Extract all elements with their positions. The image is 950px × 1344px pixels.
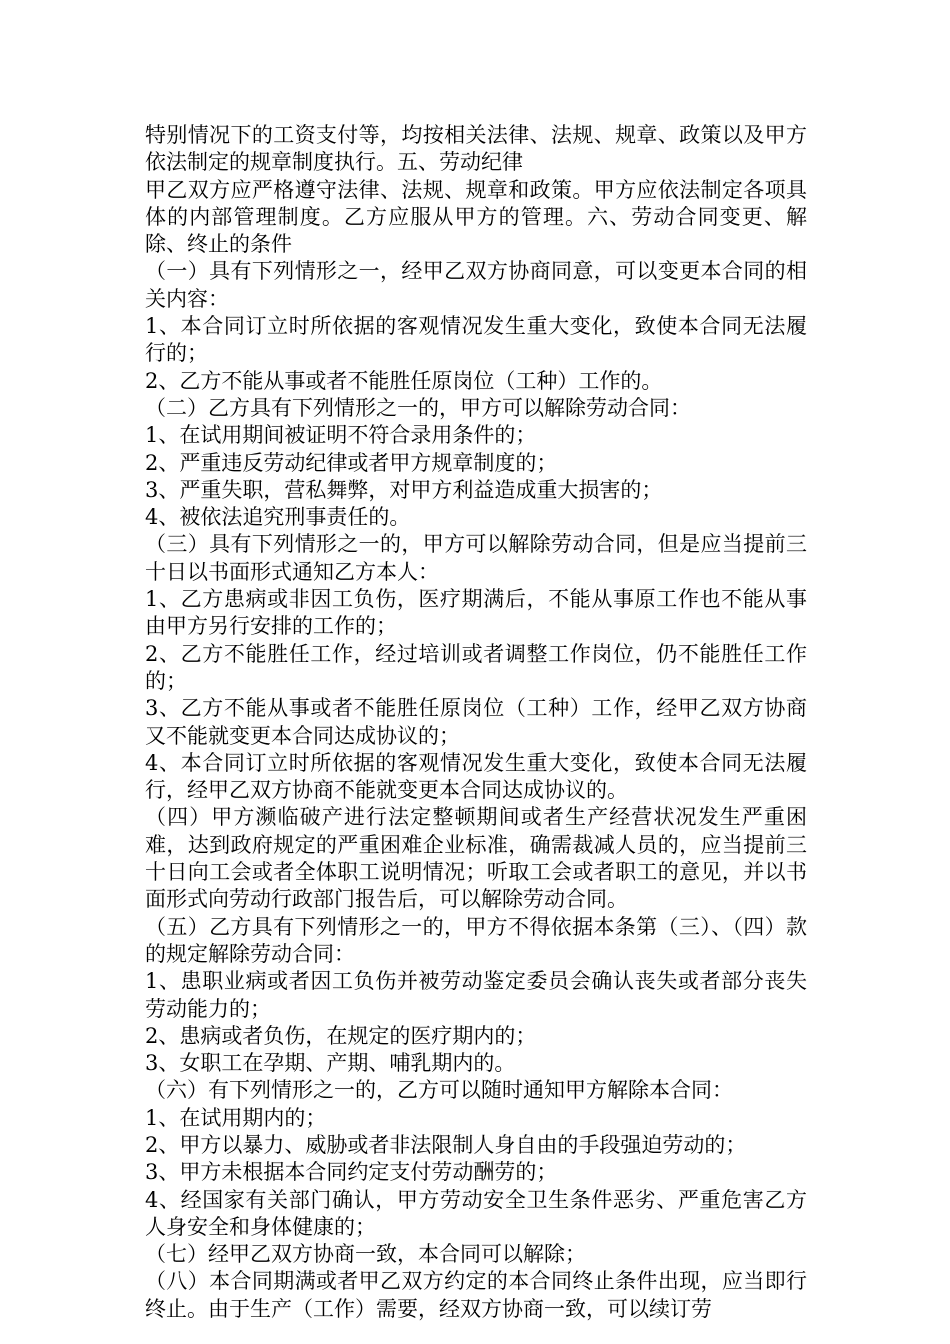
list-item: 4、经国家有关部门确认，甲方劳动安全卫生条件恶劣、严重危害乙方人身安全和身体健康的； <box>145 1187 807 1239</box>
paragraph-clause-5: （五）乙方具有下列情形之一的，甲方不得依据本条第（三）、（四）款的规定解除劳动合同： <box>145 914 807 966</box>
list-item: 2、乙方不能胜任工作，经过培训或者调整工作岗位，仍不能胜任工作的； <box>145 641 807 693</box>
list-item: 2、甲方以暴力、威胁或者非法限制人身自由的手段强迫劳动的； <box>145 1132 747 1157</box>
paragraph-clause-4: （四）甲方濒临破产进行法定整顿期间或者生产经营状况发生严重困难，达到政府规定的严重困难企业标准，确需裁减人员的，应当提前三十日向工会或者全体职工说明情况；听取工会或者职工的意见，并以书面形式向劳动行政部门报告后，可以解除劳动合同。 <box>145 805 807 912</box>
paragraph-clause-3: （三）具有下列情形之一的，甲方可以解除劳动合同，但是应当提前三十日以书面形式通知乙方本人： <box>145 532 807 584</box>
paragraph-wage-payment: 特别情况下的工资支付等，均按相关法律、法规、规章、政策以及甲方依法制定的规章制度执行。五、劳动纪律 <box>145 123 807 175</box>
document-body <box>145 122 807 1323</box>
list-item: 1、乙方患病或非因工负伤，医疗期满后，不能从事原工作也不能从事由甲方另行安排的工作的； <box>145 587 807 639</box>
list-item: 1、患职业病或者因工负伤并被劳动鉴定委员会确认丧失或者部分丧失劳动能力的； <box>145 969 807 1021</box>
list-item: 4、被依法追究刑事责任的。 <box>145 505 411 530</box>
list-item: 1、本合同订立时所依据的客观情况发生重大变化，致使本合同无法履行的； <box>145 314 807 366</box>
list-item: 2、患病或者负伤，在规定的医疗期内的； <box>145 1023 537 1048</box>
list-item: 4、本合同订立时所依据的客观情况发生重大变化，致使本合同无法履行，经甲乙双方协商不能就变更本合同达成协议的。 <box>145 750 807 803</box>
list-item: 3、乙方不能从事或者不能胜任原岗位（工种）工作，经甲乙双方协商又不能就变更本合同达成协议的； <box>145 696 807 748</box>
paragraph-clause-1: （一）具有下列情形之一，经甲乙双方协商同意，可以变更本合同的相关内容： <box>145 259 807 311</box>
list-item: 2、严重违反劳动纪律或者甲方规章制度的； <box>145 450 558 475</box>
paragraph-labor-discipline: 甲乙双方应严格遵守法律、法规、规章和政策。甲方应依法制定各项具体的内部管理制度。乙方应服从甲方的管理。六、劳动合同变更、解除、终止的条件 <box>145 177 807 257</box>
list-item: 3、甲方未根据本合同约定支付劳动酬劳的； <box>145 1160 558 1185</box>
list-item: 2、乙方不能从事或者不能胜任原岗位（工种）工作的。 <box>145 368 663 393</box>
list-item: 1、在试用期间被证明不符合录用条件的； <box>145 423 537 448</box>
list-item: 3、严重失职，营私舞弊，对甲方利益造成重大损害的； <box>145 477 663 502</box>
paragraph-clause-8: （八）本合同期满或者甲乙双方约定的本合同终止条件出现，应当即行终止。由于生产（工作）需要，经双方协商一致，可以续订劳 <box>145 1269 807 1321</box>
paragraph-clause-7: （七）经甲乙双方协商一致，本合同可以解除； <box>145 1242 586 1267</box>
list-item: 3、女职工在孕期、产期、哺乳期内的。 <box>145 1051 516 1076</box>
paragraph-clause-6: （六）有下列情形之一的，乙方可以随时通知甲方解除本合同： <box>145 1078 733 1103</box>
paragraph-clause-2: （二）乙方具有下列情形之一的，甲方可以解除劳动合同： <box>145 395 691 420</box>
list-item: 1、在试用期内的； <box>145 1105 327 1130</box>
